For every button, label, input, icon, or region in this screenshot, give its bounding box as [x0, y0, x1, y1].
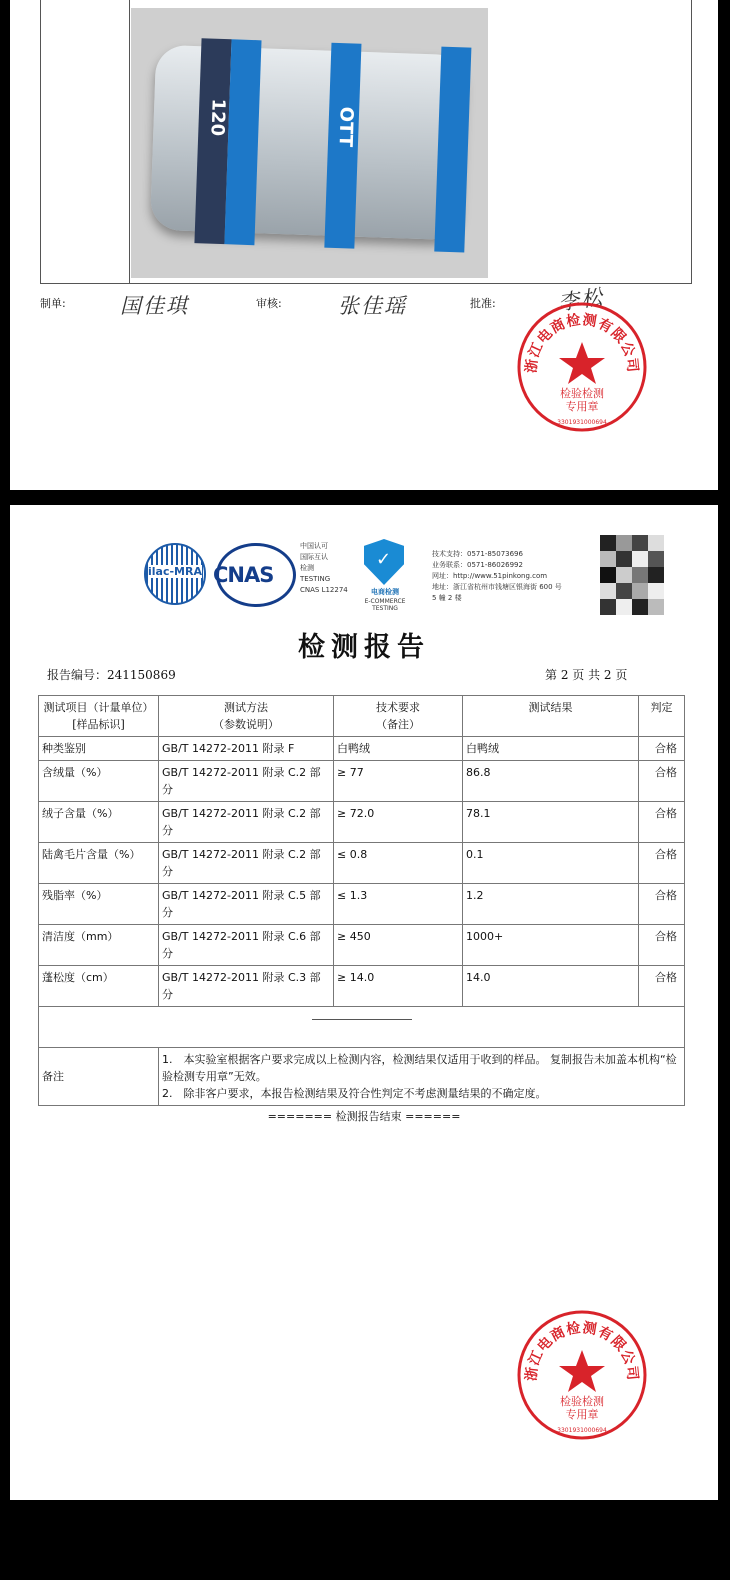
cell-judgement: 合格 [639, 925, 685, 966]
reviewed-signature: 张佳瑶 [338, 294, 407, 318]
stamp-icon [515, 300, 649, 434]
cell-method: GB/T 14272-2011 附录 C.3 部分 [159, 966, 334, 1007]
table-header-row [39, 696, 685, 737]
ilac-text: ilac-MRA [148, 565, 202, 578]
ecommerce-en: E-COMMERCE TESTING [364, 598, 406, 612]
notes-row [39, 1048, 685, 1106]
cell-item: 绒子含量（%） [39, 802, 159, 843]
stamp-company: 浙江电商检测有限公司 [523, 1320, 641, 1382]
approved-label: 批准: [470, 297, 496, 310]
official-stamp [515, 1308, 649, 1442]
cell-requirement: ≥ 72.0 [334, 802, 463, 843]
prepared-label: 制单: [40, 297, 66, 310]
qr-code-blurred [600, 535, 664, 615]
cnas-text: CNAS [213, 563, 274, 587]
cell-judgement: 合格 [639, 966, 685, 1007]
cell-result: 0.1 [463, 843, 639, 884]
cell-method: GB/T 14272-2011 附录 C.2 部分 [159, 802, 334, 843]
stamp-icon [515, 1308, 649, 1442]
stamp-line2: 专用章 [565, 1408, 599, 1421]
pillow-band [434, 47, 471, 253]
table-row [39, 966, 685, 1007]
cell-result: 1.2 [463, 884, 639, 925]
cell-judgement: 合格 [639, 761, 685, 802]
cell-item: 清洁度（mm） [39, 925, 159, 966]
notes-content [159, 1048, 685, 1106]
stamp-company: 浙江电商检测有限公司 [523, 312, 641, 374]
cell-requirement: ≤ 1.3 [334, 884, 463, 925]
table-row [39, 761, 685, 802]
contact-info [432, 549, 562, 604]
table-row [39, 737, 685, 761]
official-stamp [515, 300, 649, 434]
cell-requirement: ≥ 450 [334, 925, 463, 966]
blank-row [39, 1007, 685, 1048]
pillow-label: 120 [206, 98, 229, 137]
cell-item: 残脂率（%） [39, 884, 159, 925]
prepared-signature: 国佳琪 [120, 294, 189, 318]
stamp-line1: 检验检测 [560, 387, 604, 400]
cell-judgement: 合格 [639, 802, 685, 843]
test-results-table [38, 695, 685, 1106]
cell-result: 白鸭绒 [463, 737, 639, 761]
note-item: 1. 本实验室根据客户要求完成以上检测内容，检测结果仅适用于收到的样品。 复制报告未加盖本机构“检验检测专用章”无效。 [162, 1053, 677, 1083]
table-row [39, 843, 685, 884]
stamp-line1: 检验检测 [560, 1395, 604, 1408]
cert-line: 中国认可 [300, 542, 328, 550]
cell-result: 1000+ [463, 925, 639, 966]
ecommerce-logo-text [354, 587, 416, 612]
cell-item: 陆禽毛片含量（%） [39, 843, 159, 884]
cell-judgement: 合格 [639, 884, 685, 925]
header-item: 测试项目（计量单位） [样品标识] [39, 696, 159, 737]
ecommerce-testing-shield-icon [364, 539, 404, 585]
table-row [39, 802, 685, 843]
stamp-number: 3301931000694 [557, 1427, 607, 1434]
note-item: 2. 除非客户要求，本报告检测结果及符合性判定不考虑测量结果的不确定度。 [162, 1087, 547, 1100]
table-row [39, 925, 685, 966]
report-end-marker: ======= 检测报告结束 ====== [267, 1110, 461, 1123]
header-result: 测试结果 [463, 696, 639, 737]
report-number: 报告编号：241150869 [47, 668, 176, 682]
cell-method: GB/T 14272-2011 附录 F [159, 737, 334, 761]
contact-line: 业务联系：0571-86026992 [432, 561, 523, 569]
stamp-number: 3301931000694 [557, 419, 607, 426]
cell-requirement: ≥ 77 [334, 761, 463, 802]
cell-method: GB/T 14272-2011 附录 C.6 部分 [159, 925, 334, 966]
cell-item: 种类鉴别 [39, 737, 159, 761]
contact-line: 5 幢 2 楼 [432, 594, 462, 602]
header-method: 测试方法 （参数说明） [159, 696, 334, 737]
cell-result: 78.1 [463, 802, 639, 843]
frame-divider [129, 0, 130, 283]
cell-method: GB/T 14272-2011 附录 C.5 部分 [159, 884, 334, 925]
pillow-image [150, 45, 466, 241]
sample-photo [131, 8, 488, 278]
header-judgement: 判定 [639, 696, 685, 737]
cert-text [300, 541, 348, 596]
ecommerce-cn: 电商检测 [371, 588, 399, 596]
cell-result: 86.8 [463, 761, 639, 802]
pillow-band [224, 39, 261, 245]
cell-item: 蓬松度（cm） [39, 966, 159, 1007]
pillow-label: OTT [334, 106, 357, 148]
header-requirement: 技术要求 （备注） [334, 696, 463, 737]
approved-signature: 李松 [556, 284, 606, 316]
table-row [39, 884, 685, 925]
blank-cell [39, 1007, 685, 1048]
cell-result: 14.0 [463, 966, 639, 1007]
cell-requirement: ≤ 0.8 [334, 843, 463, 884]
notes-label: 备注 [39, 1048, 159, 1106]
cell-method: GB/T 14272-2011 附录 C.2 部分 [159, 843, 334, 884]
cell-requirement: ≥ 14.0 [334, 966, 463, 1007]
cell-judgement: 合格 [639, 843, 685, 884]
reviewed-label: 审核: [256, 297, 282, 310]
end-marker-line [312, 1019, 412, 1020]
cnas-logo [213, 543, 296, 607]
cert-line: TESTING [300, 575, 331, 583]
cell-requirement: 白鸭绒 [334, 737, 463, 761]
cert-line: 国际互认 [300, 553, 328, 561]
report-page-2 [10, 505, 718, 1500]
stamp-line2: 专用章 [565, 400, 599, 413]
contact-line: 地址：浙江省杭州市钱塘区银海街 600 号 [432, 583, 562, 591]
ilac-mra-logo [144, 543, 206, 605]
contact-line: 网址：http://www.51pinkong.com [432, 572, 548, 580]
contact-line: 技术支持：0571-85073696 [432, 550, 523, 558]
cell-judgement: 合格 [639, 737, 685, 761]
cell-item: 含绒量（%） [39, 761, 159, 802]
page-indicator: 第 2 页 共 2 页 [545, 668, 628, 682]
cert-line: 检测 [300, 564, 314, 572]
report-page-1 [10, 0, 718, 490]
cert-line: CNAS L12274 [300, 586, 348, 594]
report-title: 检测报告 [298, 632, 430, 663]
cell-method: GB/T 14272-2011 附录 C.2 部分 [159, 761, 334, 802]
